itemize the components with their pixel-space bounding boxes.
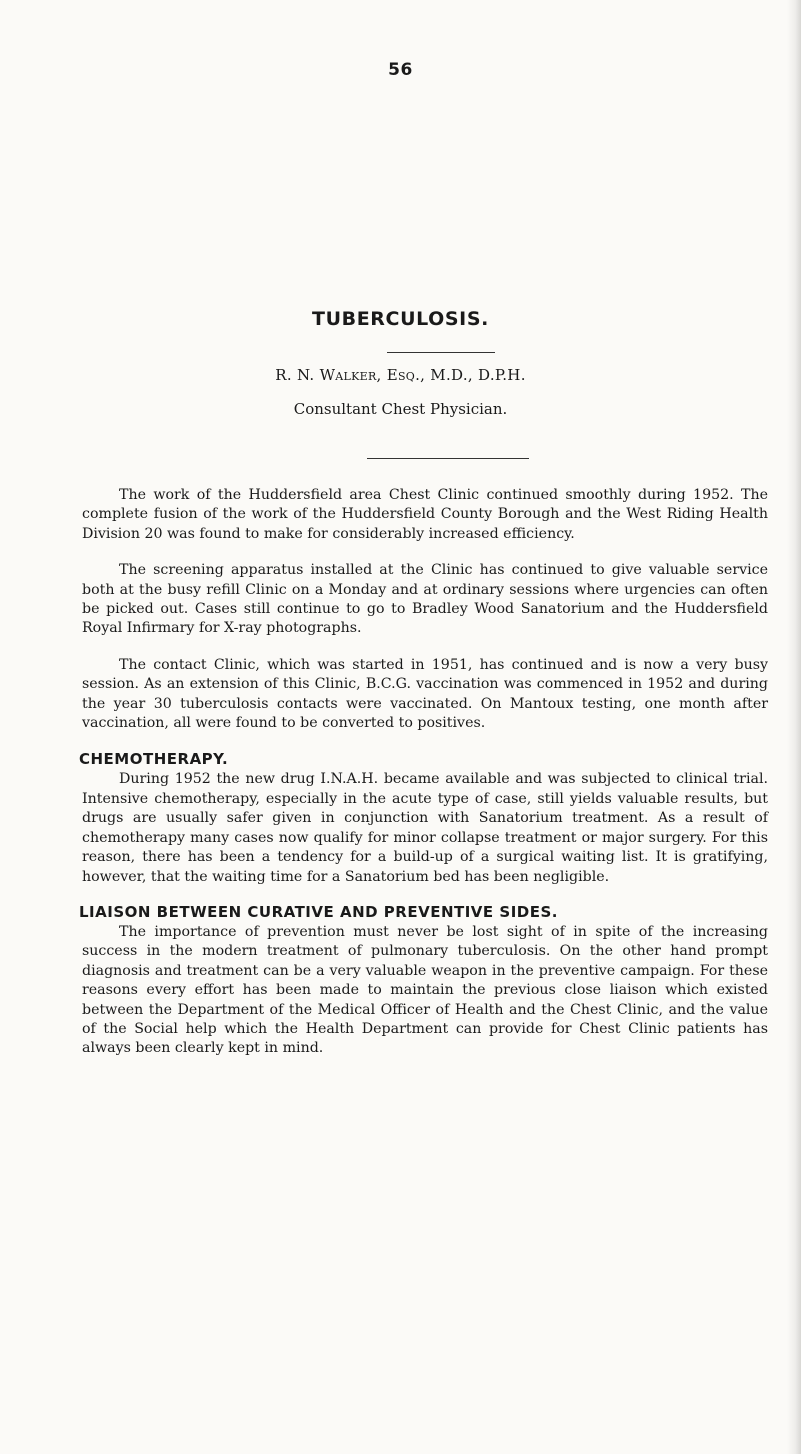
paragraph-chemotherapy: During 1952 the new drug I.N.A.H. became available and was subjected to clinical trial. Intensive chemotherapy, especially in the acute type of case, still yields valuable results, but drugs are usually safer given in conjunction with Sanatorium treatment. As a result of chemotherapy many cases now qualify for minor collapse treatment or major surgery. For this reason, there has been a tendency for a build-up of a surgical waiting list. It is gratifying, however, that the waiting time for a Sanatorium bed has been negligible.: [82, 771, 768, 885]
paragraph-clinic-work: The work of the Huddersfield area Chest Clinic continued smoothly during 1952. The complete fusion of the work of the Huddersfield County Borough and the West Riding Health Division 20 was found to make for considerably increased efficiency.: [82, 487, 768, 542]
page-title: TUBERCULOSIS.: [312, 308, 489, 330]
page-number: 56: [388, 60, 413, 80]
section-heading-chemotherapy: CHEMOTHERAPY.: [79, 750, 229, 769]
author-name: [0, 366, 801, 384]
paragraph-contact-clinic: The contact Clinic, which was started in 1951, has continued and is now a very busy session. As an extension of this Clinic, B.C.G. vaccination was commenced in 1952 and during the year 30 tuberculosis contacts were vaccinated. On Mantoux testing, one month after vaccination, all were found to be converted to positives.: [82, 656, 768, 732]
section-heading-liaison: LIAISON BETWEEN CURATIVE AND PREVENTIVE SIDES.: [79, 902, 558, 921]
author-role: Consultant Chest Physician.: [293, 400, 508, 418]
paragraph-screening-apparatus: The screening apparatus installed at the Clinic has continued to give valuable service both at the busy refill Clinic on a Monday and at ordinary sessions where urgencies can often be picked out. Cases still continue to go to Bradley Wood Sanatorium and the Huddersfield Royal Infirmary for X-ray photographs.: [82, 562, 768, 637]
paragraph-liaison: The importance of prevention must never be lost sight of in spite of the increasing success in the modern treatment of pulmonary tuberculosis. On the other hand prompt diagnosis and treatment can be a very valuable weapon in the preventive campaign. For these reasons every effort has been made to maintain the previous close liaison which existed between the Department of the Medical Officer of Health and the Chest Clinic, and the value of the Social help which the Health Department can provide for Chest Clinic patients has always been clearly kept in mind.: [82, 923, 768, 1057]
page-edge-shadow: [787, 0, 801, 1454]
author-name-text: R. N. Walker, Esq., M.D., D.P.H.: [275, 366, 526, 384]
title-divider: [387, 352, 495, 353]
report-body: [79, 486, 768, 1075]
byline-divider: [367, 458, 529, 459]
